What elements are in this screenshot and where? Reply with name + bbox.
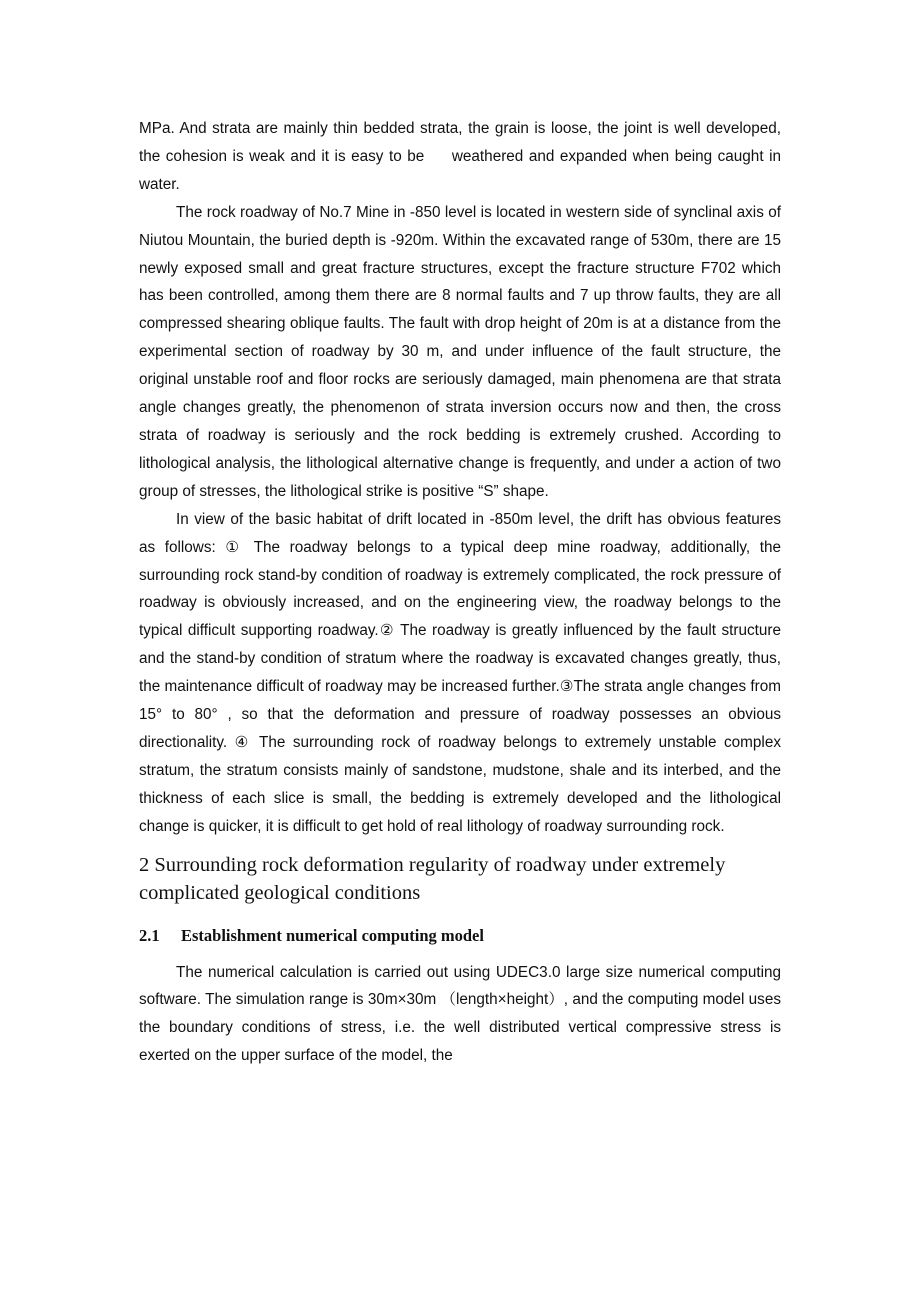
paragraph-3: In view of the basic habitat of drift located in -850m level, the drift has obvious features as follows: ① The roadway belongs to a typical deep mine roadway, additionally, the surrounding rock stand-by condition of roadway is extremely complicated, the rock pressure of roadway is obviously increased, and on the engineering view, the roadway belongs to the typical difficult supporting roadway.② The roadway is greatly influenced by the fault structure and the stand-by condition of stratum where the roadway is excavated changes greatly, thus, the maintenance difficult of roadway may be increased further.③The strata angle changes from 15° to 80° , so that the deformation and pressure of roadway possesses an obvious directionality. ④ The surrounding rock of roadway belongs to extremely unstable complex stratum, the stratum consists mainly of sandstone, mudstone, shale and its interbed, and the thickness of each slice is small, the bedding is extremely developed and the lithological change is quicker, it is difficult to get hold of real lithology of roadway surrounding rock. — [139, 510, 781, 835]
subsection-number: 2.1 — [139, 925, 160, 945]
paragraph-2: The rock roadway of No.7 Mine in -850 level is located in western side of synclinal axis of Niutou Mountain, the buried depth is -920m. Within the excavated range of 530m, there are 15 newly exposed small and great fracture structures, except the fracture structure F702 which has been controlled, among them there are 8 normal faults and 7 up throw faults, they are all compressed shearing oblique faults. The fault with drop height of 20m is at a distance from the experimental section of roadway by 30 m, and under influence of the fault structure, the original unstable roof and floor rocks are seriously damaged, main phenomena are that strata angle changes greatly, the phenomenon of strata inversion occurs now and then, the cross strata of roadway is seriously and the rock bedding is extremely crushed. According to lithological analysis, the lithological alternative change is frequently, and under a action of two group of stresses, the lithological strike is positive “S” shape. — [139, 203, 781, 500]
paragraph-4: The numerical calculation is carried out using UDEC3.0 large size numerical computing software. The simulation range is 30m×30m （length×height）, and the computing model uses the boundary conditions of stress, i.e. the well distributed vertical compressive stress is exerted on the upper surface of the model, the — [139, 963, 781, 1065]
section-heading: 2 Surrounding rock deformation regularity of roadway under extremely complicated geological conditions — [139, 853, 726, 904]
subsection-title: Establishment numerical computing model — [181, 925, 484, 945]
document-page — [139, 115, 781, 1070]
paragraph-1: MPa. And strata are mainly thin bedded strata, the grain is loose, the joint is well developed, the cohesion is weak and it is easy to be weathered and expanded when being caught in water. — [139, 120, 781, 193]
subsection-heading — [139, 924, 781, 948]
